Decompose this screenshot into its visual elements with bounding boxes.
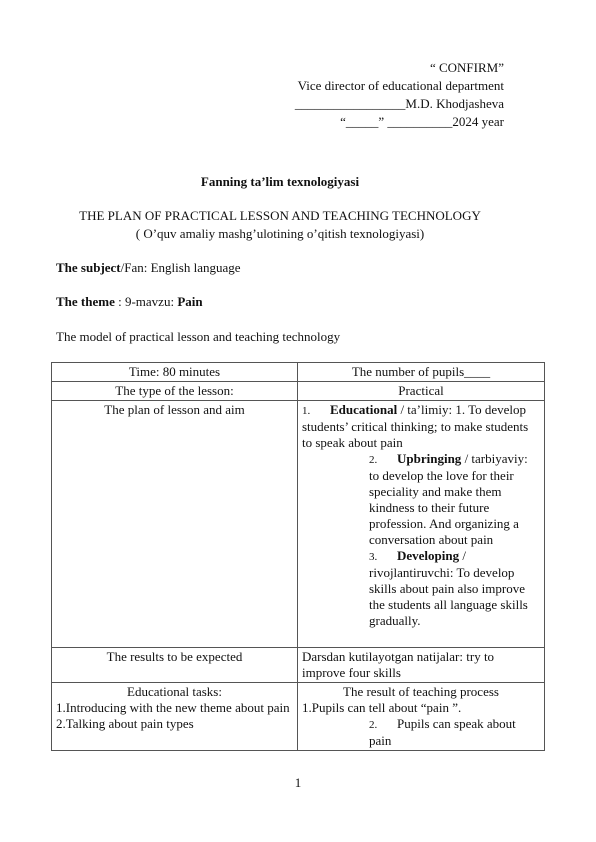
aim-number: 2. bbox=[369, 454, 378, 466]
aim-educational bbox=[302, 402, 540, 451]
aims-cell bbox=[298, 401, 545, 648]
aim-label: Upbringing bbox=[397, 451, 462, 466]
table-row bbox=[52, 382, 545, 401]
results-label-cell: The results to be expected bbox=[52, 648, 298, 683]
theme-label: The theme bbox=[56, 294, 115, 309]
theme-value: Pain bbox=[177, 294, 203, 309]
table-row bbox=[52, 401, 545, 648]
table-row bbox=[52, 363, 545, 382]
approval-block bbox=[295, 59, 504, 131]
table-row bbox=[52, 648, 545, 683]
tasks-cell bbox=[52, 683, 298, 751]
subject-title: Fanning ta’lim texnologiyasi bbox=[200, 174, 360, 189]
aim-number: 3. bbox=[369, 551, 378, 563]
approver-position: Vice director of educational department bbox=[297, 78, 504, 93]
table-row bbox=[52, 683, 545, 751]
time-cell: Time: 80 minutes bbox=[52, 363, 298, 382]
task-item: 2.Talking about pain types bbox=[56, 716, 194, 731]
results-value-cell: Darsdan kutilayotgan natijalar: try to improve four skills bbox=[298, 648, 545, 683]
signature-line: _________________M.D. Khodjasheva bbox=[294, 96, 504, 111]
process-number: 2. bbox=[369, 719, 378, 731]
aim-label: Developing bbox=[397, 548, 460, 563]
process-item bbox=[369, 716, 540, 749]
aim-text: / rivojlantiruvchi: To develop skills about pain also improve the students all language skills gradually. bbox=[369, 548, 528, 628]
aim-label: Educational bbox=[330, 402, 398, 417]
plan-label-cell: The plan of lesson and aim bbox=[52, 401, 298, 648]
process-text: Pupils can speak about pain bbox=[369, 716, 516, 748]
subject-label: The subject bbox=[56, 260, 121, 275]
aim-number: 1. bbox=[302, 405, 311, 417]
type-label-cell: The type of the lesson: bbox=[52, 382, 298, 401]
theme-line bbox=[56, 294, 203, 310]
tasks-title: Educational tasks: bbox=[127, 684, 222, 699]
date-line: “_____” __________2024 year bbox=[340, 114, 504, 129]
aim-text: / ta’limiy: 1. To develop students’ critical thinking; to make students to speak about pain bbox=[302, 402, 529, 450]
aim-developing bbox=[369, 548, 540, 629]
plan-subtitle: ( O’quv amaliy mashg’ulotining o’qitish texnologiyasi) bbox=[135, 226, 425, 241]
model-line: The model of practical lesson and teaching technology bbox=[56, 329, 341, 344]
process-item: 1.Pupils can tell about “pain ”. bbox=[302, 700, 462, 715]
subject-line bbox=[56, 260, 241, 276]
theme-mid: : 9-mavzu: bbox=[114, 294, 178, 309]
page-number: 1 bbox=[294, 775, 302, 790]
process-title: The result of teaching process bbox=[343, 684, 499, 699]
lesson-plan-table bbox=[51, 362, 545, 751]
process-cell bbox=[298, 683, 545, 751]
task-item: 1.Introducing with the new theme about pain bbox=[56, 700, 290, 715]
type-value-cell: Practical bbox=[298, 382, 545, 401]
pupils-cell: The number of pupils____ bbox=[298, 363, 545, 382]
aim-upbringing bbox=[369, 451, 540, 548]
confirm-heading: “ CONFIRM” bbox=[429, 60, 504, 75]
subject-value: /Fan: English language bbox=[120, 260, 241, 275]
aim-text: / tarbiyaviy: to develop the love for their speciality and make them kindness to their future profession. And organizing a conversation about pain bbox=[369, 451, 528, 547]
plan-title: THE PLAN OF PRACTICAL LESSON AND TEACHING TECHNOLOGY bbox=[79, 208, 481, 223]
